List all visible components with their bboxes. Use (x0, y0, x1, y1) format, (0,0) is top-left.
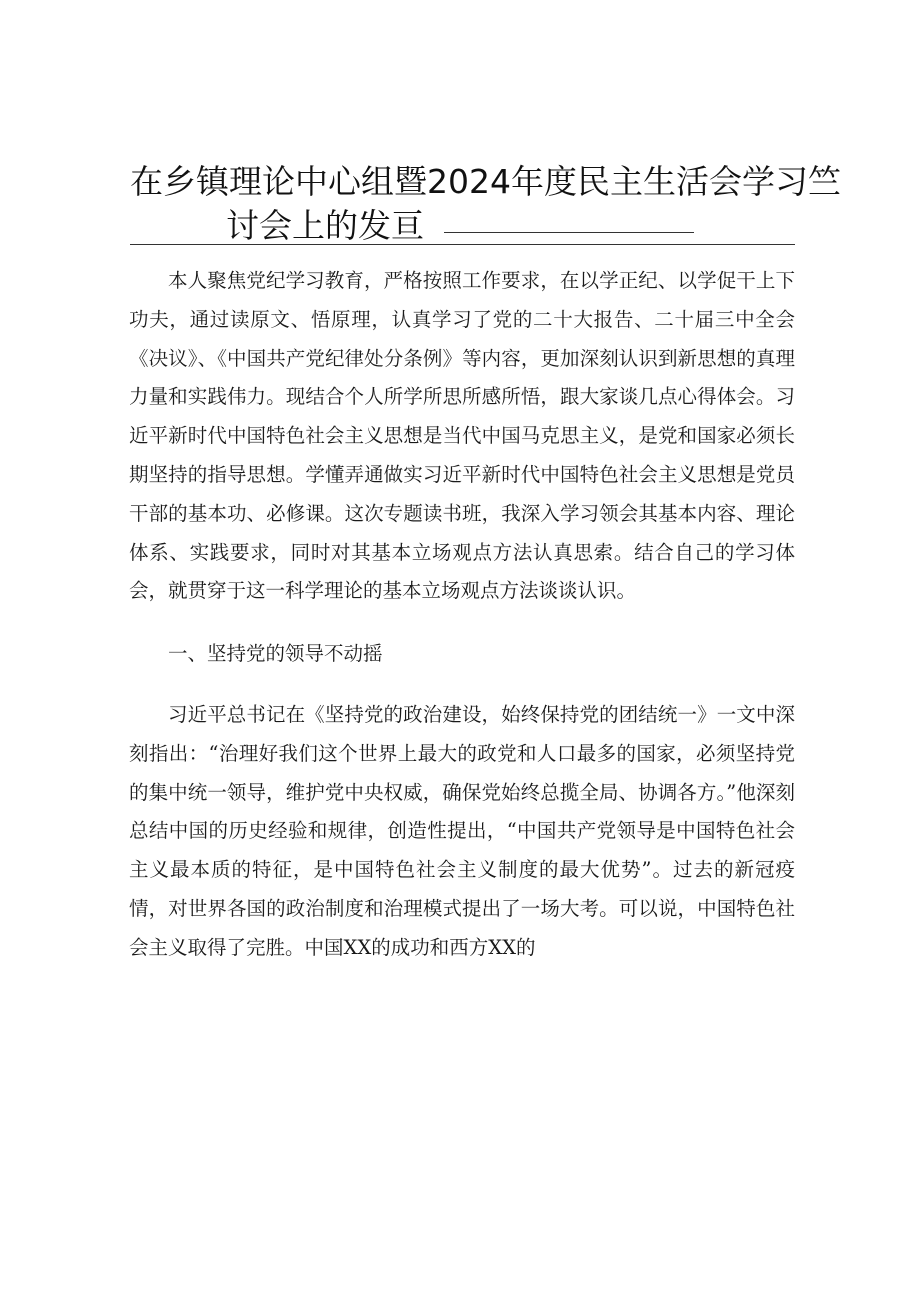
title-line-2-text: 讨会上的发亘 (226, 206, 424, 245)
title-line-2 (130, 204, 790, 248)
title-divider (130, 244, 795, 245)
document-body (129, 262, 795, 968)
section-heading-1: 一、坚持党的领导不动摇 (168, 642, 383, 666)
paragraph-section-1: 习近平总书记在《坚持党的政治建设，始终保持党的团结统一》一文中深刻指出：“治理好我们这个世界上最大的政党和人口最多的国家，必须坚持党的集中统一领导，维护党中央权威，确保党始终总揽全局、协调各方。”他深刻总结中国的历史经验和规律，创造性提出，“中国共产党领导是中国特色社会主义最本质的特征，是中国特色社会主义制度的最大优势”。过去的新冠疫情，对世界各国的政治制度和治理模式提出了一场大考。可以说，中国特色社会主义取得了完胜。中国XX的成功和西方XX的 (129, 702, 795, 959)
title-underline-blank (444, 231, 694, 233)
paragraph-intro: 本人聚焦党纪学习教育，严格按照工作要求，在以学正纪、以学促干上下功夫，通过读原文、悟原理，认真学习了党的二十大报告、二十届三中全会《决议》、《中国共产党纪律处分条例》等内容，更加深刻认识到新思想的真理力量和实践伟力。现结合个人所学所思所感所悟，跟大家谈几点心得体会。习近平新时代中国特色社会主义思想是当代中国马克思主义，是党和国家必须长期坚持的指导思想。学懂弄通做实习近平新时代中国特色社会主义思想是党员干部的基本功、必修课。这次专题读书班，我深入学习领会其基本内容、理论体系、实践要求，同时对其基本立场观点方法认真思索。结合自己的学习体会，就贯穿于这一科学理论的基本立场观点方法谈谈认识。 (129, 269, 795, 603)
document-title (130, 160, 841, 248)
title-line-1: 在乡镇理论中心组暨2024年度民主生活会学习竺 (130, 162, 841, 201)
